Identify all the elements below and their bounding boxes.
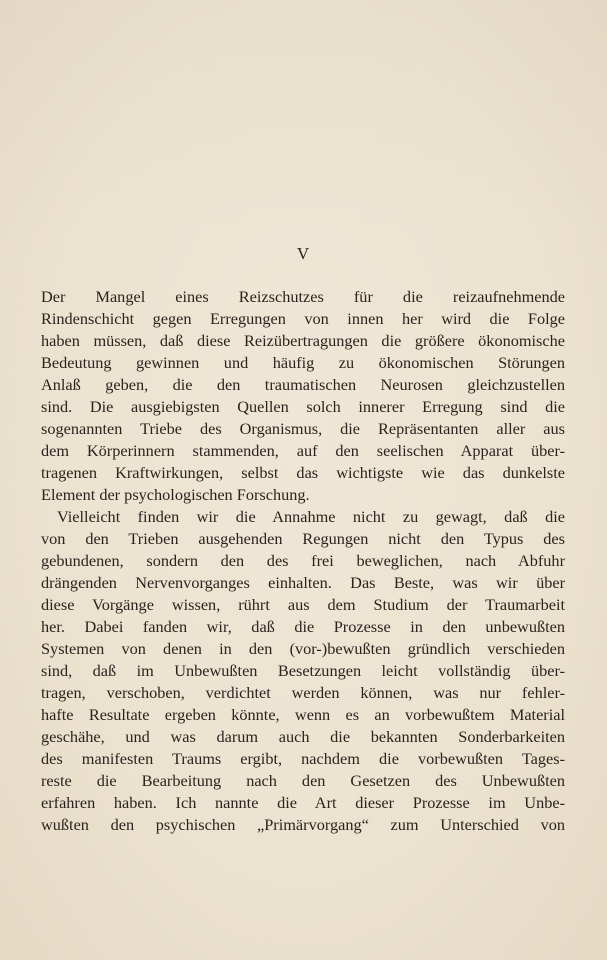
text-line: haben müssen, daß diese Reizübertragungen die größere ökonomische: [41, 331, 565, 350]
text-line: erfahren haben. Ich nannte die Art dieser Prozesse im Unbe-: [41, 793, 565, 812]
text-line: gebundenen, sondern den des frei beweglichen, nach Abfuhr: [41, 551, 565, 570]
text-line: sogenannten Triebe des Organismus, die Repräsentanten aller aus: [41, 419, 565, 438]
text-line: des manifesten Traums ergibt, nachdem die vorbewußten Tages-: [41, 749, 565, 768]
text-line: reste die Bearbeitung nach den Gesetzen des Unbewußten: [41, 771, 565, 790]
text-line: drängenden Nervenvorganges einhalten. Das Beste, was wir über: [41, 573, 565, 592]
text-line: diese Vorgänge wissen, rührt aus dem Studium der Traumarbeit: [41, 595, 565, 614]
text-line-paragraph-end: Element der psychologischen Forschung.: [41, 485, 310, 504]
text-line: wußten den psychischen „Primärvorgang“ zum Unterschied von: [41, 815, 565, 834]
text-line: sind. Die ausgiebigsten Quellen solch innerer Erregung sind die: [41, 397, 565, 416]
text-line: hafte Resultate ergeben könnte, wenn es an vorbewußtem Material: [41, 705, 565, 724]
text-line: geschähe, und was darum auch die bekannten Sonderbarkeiten: [41, 727, 565, 746]
text-line: Bedeutung gewinnen und häufig zu ökonomischen Störungen: [41, 353, 565, 372]
text-line: dem Körperinnern stammenden, auf den seelischen Apparat über-: [41, 441, 565, 460]
text-line: Rindenschicht gegen Erregungen von innen her wird die Folge: [41, 309, 565, 328]
chapter-heading: V: [296, 244, 311, 263]
text-line: sind, daß im Unbewußten Besetzungen leicht vollständig über-: [41, 661, 565, 680]
text-line: Systemen von denen in den (vor-)bewußten gründlich verschieden: [41, 639, 565, 658]
text-line: Der Mangel eines Reizschutzes für die reizaufnehmende: [41, 287, 565, 306]
text-line: tragenen Kraftwirkungen, selbst das wichtigste wie das dunkelste: [41, 463, 565, 482]
text-line: her. Dabei fanden wir, daß die Prozesse in den unbewußten: [41, 617, 565, 636]
text-line: tragen, verschoben, verdichtet werden können, was nur fehler-: [41, 683, 565, 702]
text-line: von den Trieben ausgehenden Regungen nicht den Typus des: [41, 529, 565, 548]
text-line: Anlaß geben, die den traumatischen Neurosen gleichzustellen: [41, 375, 565, 394]
text-line-paragraph-start: Vielleicht finden wir die Annahme nicht zu gewagt, daß die: [57, 507, 565, 526]
show-through-area: [0, 0, 607, 230]
